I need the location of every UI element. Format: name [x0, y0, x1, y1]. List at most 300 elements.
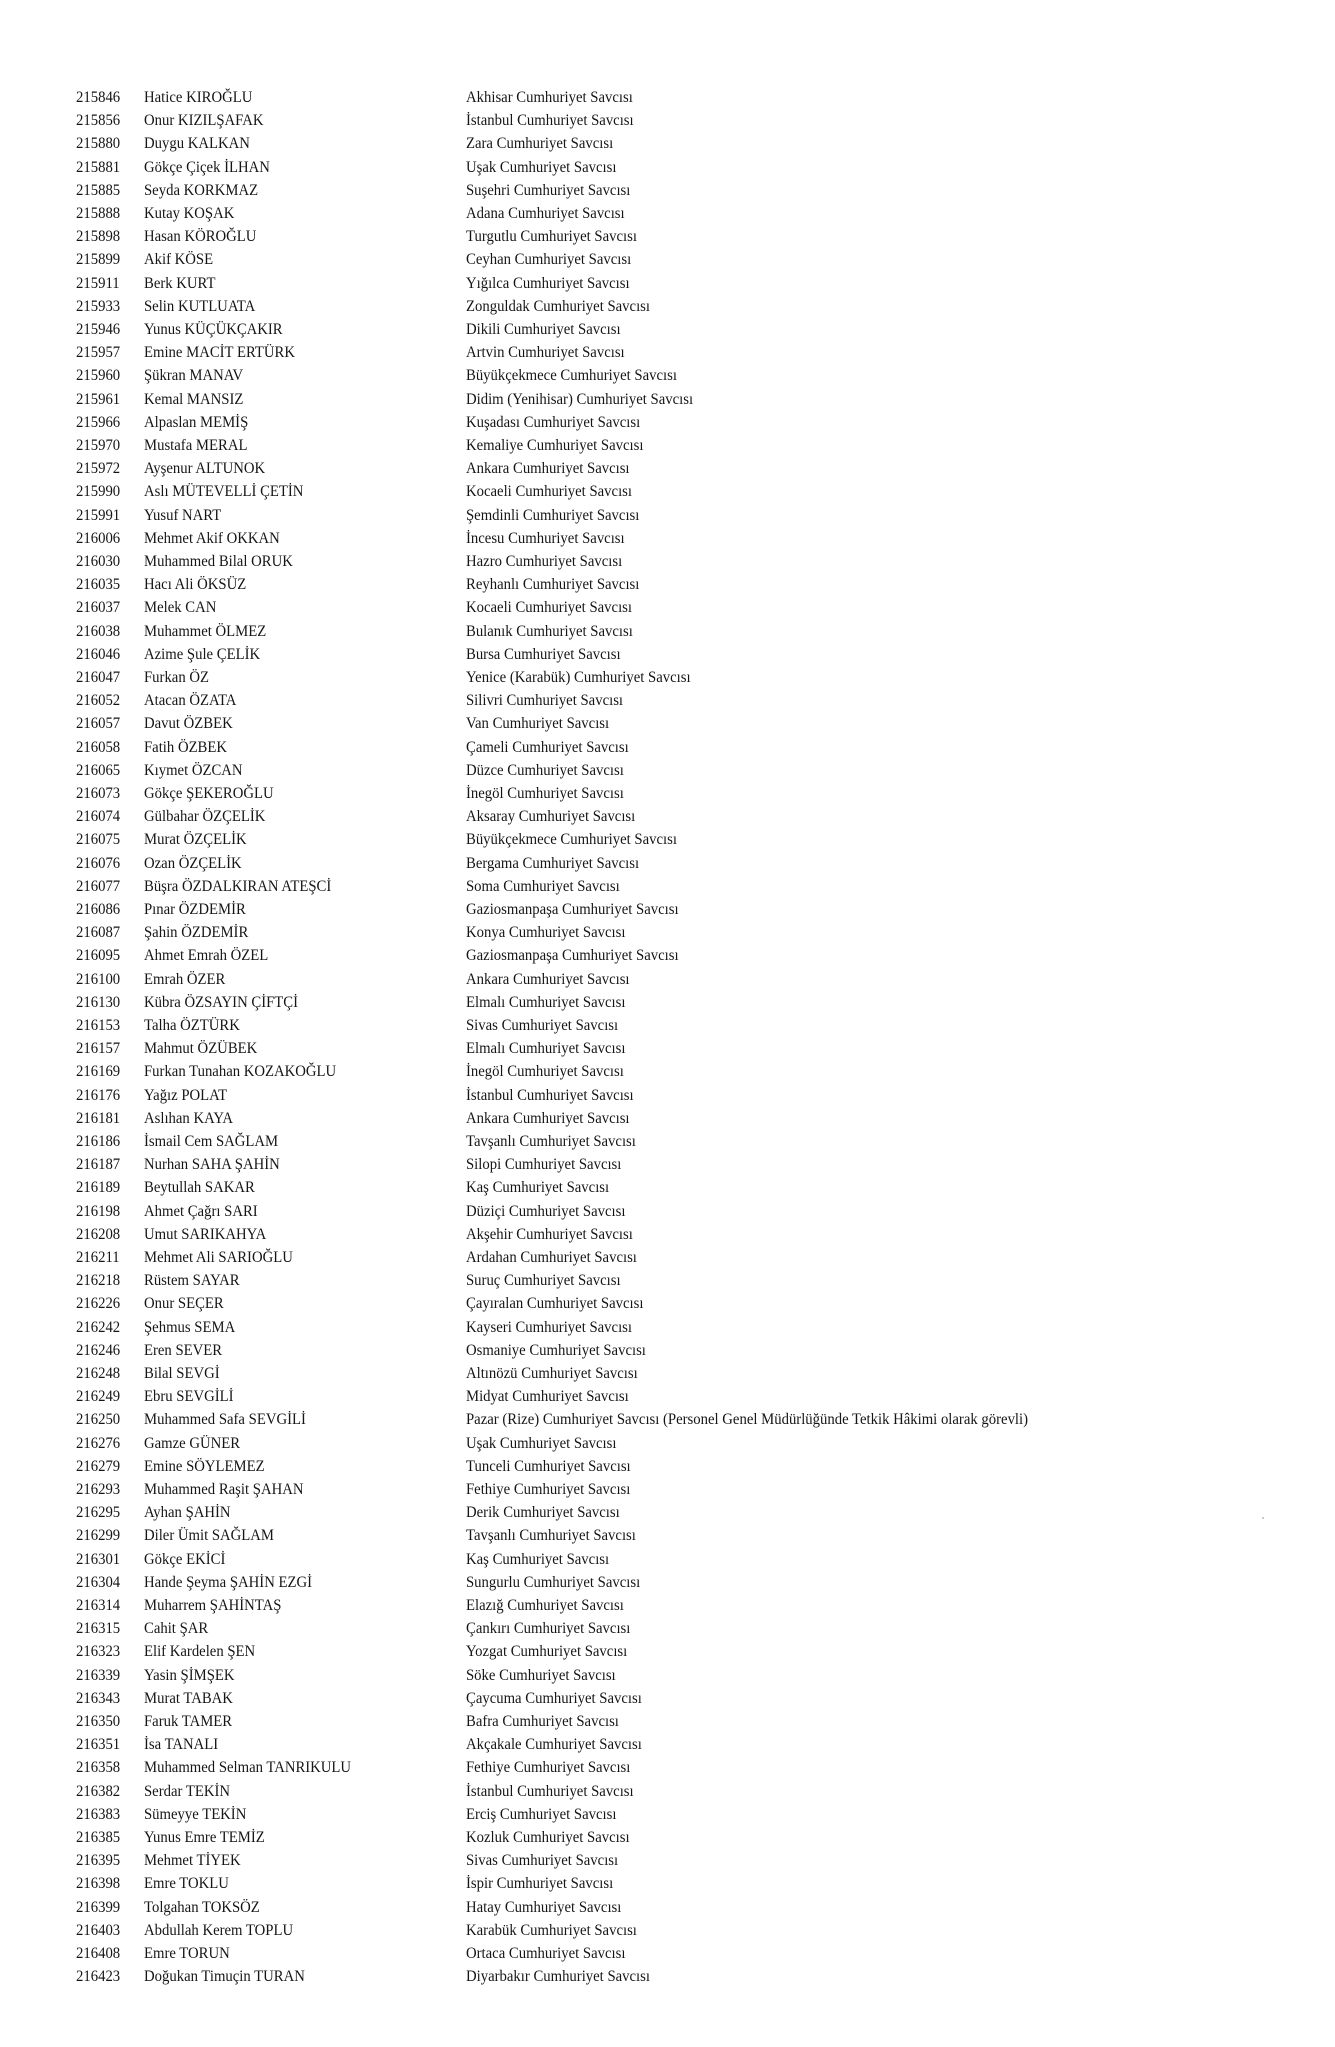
sicil-number: 216075 [76, 831, 121, 849]
assignment: Bursa Cumhuriyet Savcısı [466, 645, 621, 663]
assignment: İspir Cumhuriyet Savcısı [466, 1875, 614, 1893]
person-name: Muhammed Safa SEVGİLİ [144, 1411, 306, 1429]
table-row [0, 225, 1335, 248]
table-row [0, 712, 1335, 735]
person-name: Muhammed Selman TANRIKULU [144, 1759, 352, 1777]
table-row [0, 1756, 1335, 1779]
sicil-number: 216057 [76, 715, 121, 733]
table-row [0, 759, 1335, 782]
assignment: Kayseri Cumhuriyet Savcısı [466, 1318, 632, 1336]
table-row [0, 1524, 1335, 1547]
table-row [0, 1965, 1335, 1988]
person-name: Talha ÖZTÜRK [144, 1017, 240, 1034]
sicil-number: 216323 [76, 1643, 121, 1661]
sicil-number: 216276 [76, 1434, 121, 1452]
sicil-number: 216343 [76, 1689, 121, 1707]
person-name: Emine MACİT ERTÜRK [144, 344, 295, 362]
sicil-number: 216382 [76, 1782, 121, 1800]
sicil-number: 216038 [76, 622, 121, 640]
sicil-number: 215957 [76, 344, 121, 362]
table-row [0, 1060, 1335, 1083]
assignment: Akçakale Cumhuriyet Savcısı [466, 1736, 642, 1754]
sicil-number: 216181 [76, 1109, 121, 1127]
table-row [0, 782, 1335, 805]
sicil-number: 216249 [76, 1388, 121, 1406]
assignment: Konya Cumhuriyet Savcısı [466, 924, 626, 942]
person-name: Cahit ŞAR [144, 1620, 209, 1638]
assignment: Şemdinli Cumhuriyet Savcısı [466, 506, 640, 524]
sicil-number: 215888 [76, 205, 121, 222]
sicil-number: 215846 [76, 89, 121, 106]
assignment: Tavşanlı Cumhuriyet Savcısı [466, 1527, 636, 1545]
table-row [0, 318, 1335, 341]
sicil-number: 216030 [76, 553, 121, 570]
table-row [0, 1872, 1335, 1895]
table-row [0, 434, 1335, 457]
assignment: Çaycuma Cumhuriyet Savcısı [466, 1689, 642, 1707]
sicil-number: 216293 [76, 1481, 121, 1498]
table-row [0, 968, 1335, 991]
assignment: Sivas Cumhuriyet Savcısı [466, 1852, 619, 1870]
assignment: Elmalı Cumhuriyet Savcısı [466, 993, 626, 1011]
person-name: Gökçe EKİCİ [144, 1550, 226, 1568]
assignment: Turgutlu Cumhuriyet Savcısı [466, 228, 637, 246]
sicil-number: 215961 [76, 390, 121, 408]
sicil-number: 216403 [76, 1921, 121, 1939]
sicil-number: 215856 [76, 112, 121, 130]
sicil-number: 215970 [76, 437, 121, 454]
assignment: İnegöl Cumhuriyet Savcısı [466, 1063, 624, 1081]
assignment: Suşehri Cumhuriyet Savcısı [466, 181, 631, 199]
assignment: Kaş Cumhuriyet Savcısı [466, 1179, 610, 1197]
table-row [0, 364, 1335, 387]
sicil-number: 215966 [76, 413, 121, 431]
assignment: Elazığ Cumhuriyet Savcısı [466, 1597, 624, 1614]
person-name: Gamze GÜNER [144, 1434, 241, 1452]
assignment: Düzce Cumhuriyet Savcısı [466, 761, 624, 779]
assignment: Kocaeli Cumhuriyet Savcısı [466, 599, 632, 617]
person-name: Onur KIZILŞAFAK [144, 112, 264, 130]
sicil-number: 216187 [76, 1156, 121, 1174]
sicil-number: 216189 [76, 1179, 121, 1197]
assignment: Erciş Cumhuriyet Savcısı [466, 1805, 617, 1823]
assignment: Fethiye Cumhuriyet Savcısı [466, 1759, 631, 1777]
table-row [0, 1849, 1335, 1872]
sicil-number: 215946 [76, 321, 121, 338]
sicil-number: 215960 [76, 367, 121, 385]
person-name: Şahin ÖZDEMİR [144, 924, 249, 942]
person-name: Tolgahan TOKSÖZ [144, 1898, 260, 1916]
person-name: Melek CAN [144, 599, 217, 617]
table-row [0, 1664, 1335, 1687]
person-name: Emre TORUN [144, 1945, 230, 1962]
person-name: Duygu KALKAN [144, 135, 250, 153]
assignment: Kemaliye Cumhuriyet Savcısı [466, 437, 644, 454]
person-name: Şehmus SEMA [144, 1318, 236, 1336]
person-name: Murat TABAK [144, 1689, 233, 1707]
table-row [0, 666, 1335, 689]
person-name: Emine SÖYLEMEZ [144, 1457, 265, 1475]
sicil-number: 215899 [76, 251, 121, 269]
person-name: Mustafa MERAL [144, 437, 248, 454]
person-name: Pınar ÖZDEMİR [144, 901, 246, 918]
table-row [0, 1037, 1335, 1060]
person-name: Mehmet Ali SARIOĞLU [144, 1249, 293, 1266]
person-name: Kıymet ÖZCAN [144, 761, 243, 779]
table-row [0, 1942, 1335, 1965]
person-name: Mehmet Akif OKKAN [144, 529, 280, 547]
sicil-number: 216169 [76, 1063, 121, 1081]
table-row [0, 1501, 1335, 1524]
sicil-number: 216198 [76, 1202, 121, 1220]
table-row [0, 1269, 1335, 1292]
assignment: Fethiye Cumhuriyet Savcısı [466, 1481, 631, 1498]
assignment: Tavşanlı Cumhuriyet Savcısı [466, 1133, 636, 1150]
table-row [0, 573, 1335, 596]
sicil-number: 216208 [76, 1225, 121, 1243]
person-name: Büşra ÖZDALKIRAN ATEŞCİ [144, 877, 332, 895]
assignment: Altınözü Cumhuriyet Savcısı [466, 1365, 638, 1382]
table-row [0, 1478, 1335, 1501]
sicil-number: 216246 [76, 1341, 121, 1359]
table-row [0, 898, 1335, 921]
sicil-number: 216395 [76, 1852, 121, 1870]
sicil-number: 216423 [76, 1968, 121, 1986]
sicil-number: 216295 [76, 1504, 121, 1522]
assignment: Söke Cumhuriyet Savcısı [466, 1666, 616, 1684]
sicil-number: 215880 [76, 135, 121, 153]
assignment: Ankara Cumhuriyet Savcısı [466, 1109, 630, 1127]
sicil-number: 216130 [76, 993, 121, 1011]
assignment: Çameli Cumhuriyet Savcısı [466, 738, 629, 756]
sicil-number: 216408 [76, 1945, 121, 1962]
table-row [0, 991, 1335, 1014]
assignment: Sivas Cumhuriyet Savcısı [466, 1017, 619, 1034]
table-row [0, 86, 1335, 109]
person-name: Alpaslan MEMİŞ [144, 413, 249, 431]
person-name: Hatice KIROĞLU [144, 89, 253, 106]
person-name: Aslıhan KAYA [144, 1109, 234, 1127]
assignment: Derik Cumhuriyet Savcısı [466, 1504, 620, 1522]
table-row [0, 1176, 1335, 1199]
person-name: Kutay KOŞAK [144, 205, 235, 222]
person-name: Azime Şule ÇELİK [144, 645, 261, 663]
sicil-number: 216248 [76, 1365, 121, 1382]
sicil-number: 216315 [76, 1620, 121, 1638]
sicil-number: 216350 [76, 1713, 121, 1730]
person-name: Davut ÖZBEK [144, 715, 233, 733]
person-name: Muhammed Raşit ŞAHAN [144, 1481, 304, 1498]
table-row [0, 1084, 1335, 1107]
person-name: Ahmet Emrah ÖZEL [144, 947, 269, 965]
assignment: Artvin Cumhuriyet Savcısı [466, 344, 625, 362]
sicil-number: 216037 [76, 599, 121, 617]
sicil-number: 216301 [76, 1550, 121, 1568]
sicil-number: 216058 [76, 738, 121, 756]
table-row [0, 1919, 1335, 1942]
person-name: Elif Kardelen ŞEN [144, 1643, 256, 1661]
sicil-number: 216299 [76, 1527, 121, 1545]
table-row [0, 1803, 1335, 1826]
person-name: Bilal SEVGİ [144, 1365, 220, 1382]
table-row [0, 1408, 1335, 1431]
sicil-number: 216279 [76, 1457, 121, 1475]
sicil-number: 216314 [76, 1597, 121, 1614]
sicil-number: 216383 [76, 1805, 121, 1823]
assignment: Silivri Cumhuriyet Savcısı [466, 692, 624, 710]
assignment: Karabük Cumhuriyet Savcısı [466, 1921, 637, 1939]
table-row [0, 550, 1335, 573]
sicil-number: 216218 [76, 1272, 121, 1290]
sicil-number: 216153 [76, 1017, 121, 1034]
assignment: Silopi Cumhuriyet Savcısı [466, 1156, 622, 1174]
table-row [0, 272, 1335, 295]
person-name: Seyda KORKMAZ [144, 181, 259, 199]
assignment: Yozgat Cumhuriyet Savcısı [466, 1643, 628, 1661]
assignment: Ceyhan Cumhuriyet Savcısı [466, 251, 632, 269]
sicil-number: 216076 [76, 854, 121, 872]
sicil-number: 216073 [76, 785, 121, 802]
assignment: Bulanık Cumhuriyet Savcısı [466, 622, 633, 640]
person-name: Aslı MÜTEVELLİ ÇETİN [144, 483, 304, 501]
sicil-number: 216100 [76, 970, 121, 988]
assignment: Büyükçekmece Cumhuriyet Savcısı [466, 831, 677, 849]
person-name: Gökçe Çiçek İLHAN [144, 158, 270, 176]
person-name: Muhammet ÖLMEZ [144, 622, 267, 640]
assignment: Kozluk Cumhuriyet Savcısı [466, 1829, 630, 1846]
assignment: Ortaca Cumhuriyet Savcısı [466, 1945, 626, 1962]
person-name: Murat ÖZÇELİK [144, 831, 247, 849]
table-row [0, 1246, 1335, 1269]
person-name: Nurhan SAHA ŞAHİN [144, 1156, 280, 1174]
table-row [0, 643, 1335, 666]
assignment: Osmaniye Cumhuriyet Savcısı [466, 1341, 646, 1359]
assignment: Çayıralan Cumhuriyet Savcısı [466, 1295, 644, 1313]
assignment: Suruç Cumhuriyet Savcısı [466, 1272, 621, 1290]
sicil-number: 216211 [76, 1249, 120, 1266]
table-row [0, 944, 1335, 967]
person-name: Eren SEVER [144, 1341, 223, 1359]
table-row [0, 689, 1335, 712]
sicil-number: 215990 [76, 483, 121, 501]
sicil-number: 216035 [76, 576, 121, 594]
person-name: Atacan ÖZATA [144, 692, 237, 710]
sicil-number: 216157 [76, 1040, 121, 1058]
person-name: Mehmet TİYEK [144, 1852, 241, 1870]
table-row [0, 156, 1335, 179]
table-row [0, 1200, 1335, 1223]
table-row [0, 1548, 1335, 1571]
person-name: Faruk TAMER [144, 1713, 233, 1730]
person-name: Abdullah Kerem TOPLU [144, 1921, 294, 1939]
sicil-number: 216399 [76, 1898, 121, 1916]
table-row [0, 875, 1335, 898]
person-name: Emrah ÖZER [144, 970, 226, 988]
person-name: Berk KURT [144, 274, 216, 292]
person-name: İsa TANALI [144, 1736, 219, 1754]
table-row [0, 1780, 1335, 1803]
sicil-number: 215972 [76, 460, 121, 478]
table-row [0, 504, 1335, 527]
person-name: Beytullah SAKAR [144, 1179, 255, 1197]
table-row [0, 341, 1335, 364]
person-name: Yusuf NART [144, 506, 222, 524]
sicil-number: 215885 [76, 181, 121, 199]
table-row [0, 202, 1335, 225]
table-row [0, 1107, 1335, 1130]
table-row [0, 596, 1335, 619]
assignment: Bafra Cumhuriyet Savcısı [466, 1713, 619, 1730]
assignment: Ankara Cumhuriyet Savcısı [466, 970, 630, 988]
assignment: Uşak Cumhuriyet Savcısı [466, 158, 617, 176]
person-name: Kemal MANSIZ [144, 390, 244, 408]
sicil-number: 215911 [76, 274, 120, 292]
person-name: Onur SEÇER [144, 1295, 224, 1313]
sicil-number: 216398 [76, 1875, 121, 1893]
person-name: Ebru SEVGİLİ [144, 1388, 234, 1406]
table-row [0, 457, 1335, 480]
assignment: Hatay Cumhuriyet Savcısı [466, 1898, 622, 1916]
person-name: Ayhan ŞAHİN [144, 1504, 231, 1522]
sicil-number: 215933 [76, 297, 121, 315]
person-name: Kübra ÖZSAYIN ÇİFTÇİ [144, 993, 299, 1011]
table-row [0, 109, 1335, 132]
table-row [0, 1640, 1335, 1663]
assignment: Van Cumhuriyet Savcısı [466, 715, 610, 733]
table-row [0, 1733, 1335, 1756]
assignment: Gaziosmanpaşa Cumhuriyet Savcısı [466, 947, 679, 965]
assignment: Kaş Cumhuriyet Savcısı [466, 1550, 610, 1568]
person-name: Ayşenur ALTUNOK [144, 460, 266, 478]
assignment: Zonguldak Cumhuriyet Savcısı [466, 297, 650, 315]
table-row [0, 1339, 1335, 1362]
person-name: Muhammed Bilal ORUK [144, 553, 293, 570]
table-row [0, 1130, 1335, 1153]
sicil-number: 216087 [76, 924, 121, 942]
table-row [0, 1292, 1335, 1315]
assignment: İnegöl Cumhuriyet Savcısı [466, 785, 624, 802]
sicil-number: 216385 [76, 1829, 121, 1846]
person-name: Yasin ŞİMŞEK [144, 1666, 235, 1684]
sicil-number: 216242 [76, 1318, 121, 1336]
sicil-number: 215881 [76, 158, 121, 176]
assignment: Pazar (Rize) Cumhuriyet Savcısı (Personel Genel Müdürlüğünde Tetkik Hâkimi olarak görevli) [466, 1411, 1029, 1429]
person-name: Hacı Ali ÖKSÜZ [144, 576, 247, 594]
sicil-number: 216358 [76, 1759, 121, 1777]
person-name: Yağız POLAT [144, 1086, 228, 1104]
assignment: Zara Cumhuriyet Savcısı [466, 135, 614, 153]
assignment: Kuşadası Cumhuriyet Savcısı [466, 413, 641, 431]
person-name: Şükran MANAV [144, 367, 244, 385]
table-row [0, 411, 1335, 434]
person-name: Furkan ÖZ [144, 669, 210, 686]
sicil-number: 216047 [76, 669, 121, 686]
person-name: Rüstem SAYAR [144, 1272, 240, 1290]
sicil-number: 216095 [76, 947, 121, 965]
person-name: Selin KUTLUATA [144, 297, 256, 315]
assignment: Kocaeli Cumhuriyet Savcısı [466, 483, 632, 501]
sicil-number: 216304 [76, 1573, 121, 1591]
person-name: Ozan ÖZÇELİK [144, 854, 242, 872]
assignment: Dikili Cumhuriyet Savcısı [466, 321, 621, 338]
table-row [0, 620, 1335, 643]
person-name: Sümeyye TEKİN [144, 1805, 247, 1823]
sicil-number: 216052 [76, 692, 121, 710]
table-row [0, 828, 1335, 851]
table-row [0, 805, 1335, 828]
table-row [0, 1455, 1335, 1478]
assignment: Yığılca Cumhuriyet Savcısı [466, 274, 630, 292]
assignment: İncesu Cumhuriyet Savcısı [466, 529, 625, 547]
assignment: Reyhanlı Cumhuriyet Savcısı [466, 576, 640, 594]
person-name: Yunus KÜÇÜKÇAKIR [144, 321, 283, 338]
assignment: İstanbul Cumhuriyet Savcısı [466, 1782, 634, 1800]
sicil-number: 216176 [76, 1086, 121, 1104]
person-name: Ahmet Çağrı SARI [144, 1202, 258, 1220]
assignment: İstanbul Cumhuriyet Savcısı [466, 1086, 634, 1104]
table-row [0, 736, 1335, 759]
assignment: Büyükçekmece Cumhuriyet Savcısı [466, 367, 677, 385]
assignment: Ardahan Cumhuriyet Savcısı [466, 1249, 637, 1266]
person-name: Hasan KÖROĞLU [144, 228, 257, 246]
table-row [0, 1710, 1335, 1733]
assignment: Diyarbakır Cumhuriyet Savcısı [466, 1968, 650, 1986]
assignment: Ankara Cumhuriyet Savcısı [466, 460, 630, 478]
person-name: Furkan Tunahan KOZAKOĞLU [144, 1063, 337, 1081]
sicil-number: 215898 [76, 228, 121, 246]
assignment: Soma Cumhuriyet Savcısı [466, 877, 620, 895]
person-name: Akif KÖSE [144, 251, 214, 269]
table-row [0, 132, 1335, 155]
table-row [0, 852, 1335, 875]
table-row [0, 1153, 1335, 1176]
person-name: Fatih ÖZBEK [144, 738, 228, 756]
person-name: İsmail Cem SAĞLAM [144, 1133, 279, 1150]
sicil-number: 215991 [76, 506, 121, 524]
table-row [0, 480, 1335, 503]
sicil-number: 216086 [76, 901, 121, 918]
table-row [0, 1432, 1335, 1455]
assignment: Midyat Cumhuriyet Savcısı [466, 1388, 629, 1406]
assignment: Yenice (Karabük) Cumhuriyet Savcısı [466, 669, 691, 686]
table-row [0, 1617, 1335, 1640]
table-row [0, 1571, 1335, 1594]
table-row [0, 527, 1335, 550]
table-row [0, 1316, 1335, 1339]
assignment: Gaziosmanpaşa Cumhuriyet Savcısı [466, 901, 679, 918]
assignment: Akhisar Cumhuriyet Savcısı [466, 89, 633, 106]
sicil-number: 216351 [76, 1736, 121, 1754]
person-name: Muharrem ŞAHİNTAŞ [144, 1597, 282, 1614]
table-row [0, 1362, 1335, 1385]
person-name: Doğukan Timuçin TURAN [144, 1968, 305, 1986]
assignment: Aksaray Cumhuriyet Savcısı [466, 808, 636, 826]
assignment: İstanbul Cumhuriyet Savcısı [466, 112, 634, 130]
table-row [0, 295, 1335, 318]
sicil-number: 216006 [76, 529, 121, 547]
sicil-number: 216046 [76, 645, 121, 663]
table-row [0, 388, 1335, 411]
table-row [0, 1014, 1335, 1037]
table-row [0, 1594, 1335, 1617]
person-name: Gökçe ŞEKEROĞLU [144, 785, 274, 802]
assignment: Adana Cumhuriyet Savcısı [466, 205, 625, 222]
sicil-number: 216074 [76, 808, 121, 826]
table-row [0, 1896, 1335, 1919]
sicil-number: 216250 [76, 1411, 121, 1429]
table-row [0, 1223, 1335, 1246]
table-row [0, 248, 1335, 271]
